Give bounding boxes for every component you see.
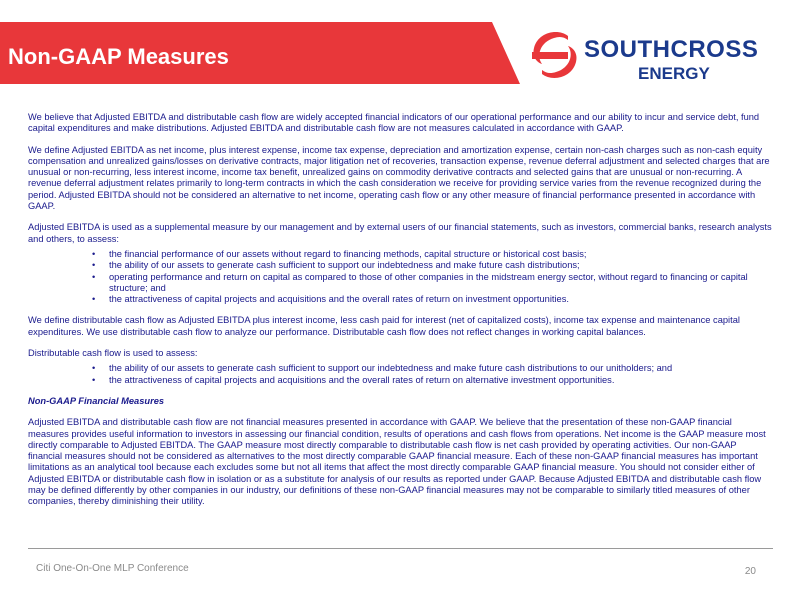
logo-swoosh-icon [528,26,586,84]
footer-divider [28,548,773,549]
company-logo [528,26,790,90]
paragraph-dcf-use: Distributable cash flow is used to assess: [28,348,198,359]
logo-wordmark-primary: SOUTHCROSS [584,36,759,63]
section-subheading: Non-GAAP Financial Measures [28,395,165,406]
page-title: Non-GAAP Measures [8,44,229,69]
paragraph-dcf-definition: We define distributable cash flow as Adjusted EBITDA plus interest income, less cash paid for interest (net of capitalized costs), income tax expense and maintenance capital expenditures. We use distributable cash flow to analyze our performance. Distributable cash flow does not reflect changes in working capital balances. [28,315,740,337]
paragraph-ebitda-definition: We define Adjusted EBITDA as net income, plus interest expense, income tax expense, depreciation and amortization expense, certain non-cash charges such as non-cash equity compensation and unrealized gains/losses on derivative contracts, major litigation net of recoveries, transaction expense, revenue deferral adjustment and selected charges that are unusual or non-recurring, less interest income, income tax benefit, unrealized gains on commodity derivative contracts and selected gains that are unusual or non-recurring. A revenue deferral adjustment relates primarily to long-term contracts in which the cash consideration we receive for providing service varies from the revenue recognized during the period. Adjusted EBITDA should not be considered an alternative to net income, operating cash flow or any other measure of financial performance presented in accordance with GAAP. [28,144,770,212]
footer-conference-name: Citi One-On-One MLP Conference [36,563,189,574]
list-item: • operating performance and return on capital as compared to those of other companies in the midstream energy sector, without regard to financing or capital structure; and [109,272,773,295]
list-item: • the attractiveness of capital projects and acquisitions and the overall rates of return on investment opportunities. [109,294,773,305]
main-content [28,112,773,518]
ebitda-assess-list [28,249,773,305]
paragraph-ebitda-use: Adjusted EBITDA is used as a supplemental measure by our management and by external users of our financial statements, such as investors, commercial banks, research analysts and others, to assess: [28,222,772,244]
dcf-assess-list [28,363,773,386]
logo-wordmark-secondary: ENERGY [638,64,710,83]
paragraph-intro: We believe that Adjusted EBITDA and distributable cash flow are widely accepted financial indicators of our operational performance and our ability to incur and service debt, fund capital expenditures and make distributions. Adjusted EBITDA and distributable cash flow are not measures calculated in accordance with GAAP. [28,112,760,134]
list-item: • the ability of our assets to generate cash sufficient to support our indebtedness and make future cash distributions to our unitholders; and [109,363,773,374]
page-number: 20 [744,566,756,577]
list-item: • the financial performance of our assets without regard to financing methods, capital structure or historical cost basis; [109,249,773,260]
paragraph-non-gaap: Adjusted EBITDA and distributable cash flow are not financial measures presented in accordance with GAAP. We believe that the presentation of these non-GAAP financial measures provides useful information to investors in assessing our financial condition, results of operations and cash flows from operations. Net income is the GAAP measure most directly comparable to Adjusted EBITDA. The GAAP measure most directly comparable to distributable cash flow is net cash provided by operating activities. Our non-GAAP financial measures should not be considered as alternatives to the most directly comparable GAAP financial measure. Each of these non-GAAP financial measures has important limitations as an analytical tool because each excludes some but not all items that affect the most directly comparable GAAP financial measure. You should not consider either of Adjusted EBITDA or distributable cash flow in isolation or as a substitute for analysis of our results as reported under GAAP. Because Adjusted EBITDA and distributable cash flow may be defined differently by other companies in our industry, our definitions of these non-GAAP financial measures may not be comparable to similarly titled measures of other companies, thereby diminishing their utility. [28,417,766,507]
list-item: • the attractiveness of capital projects and acquisitions and the overall rates of return on alternative investment opportunities. [109,375,773,386]
list-item: • the ability of our assets to generate cash sufficient to support our indebtedness and make future cash distributions; [109,260,773,271]
